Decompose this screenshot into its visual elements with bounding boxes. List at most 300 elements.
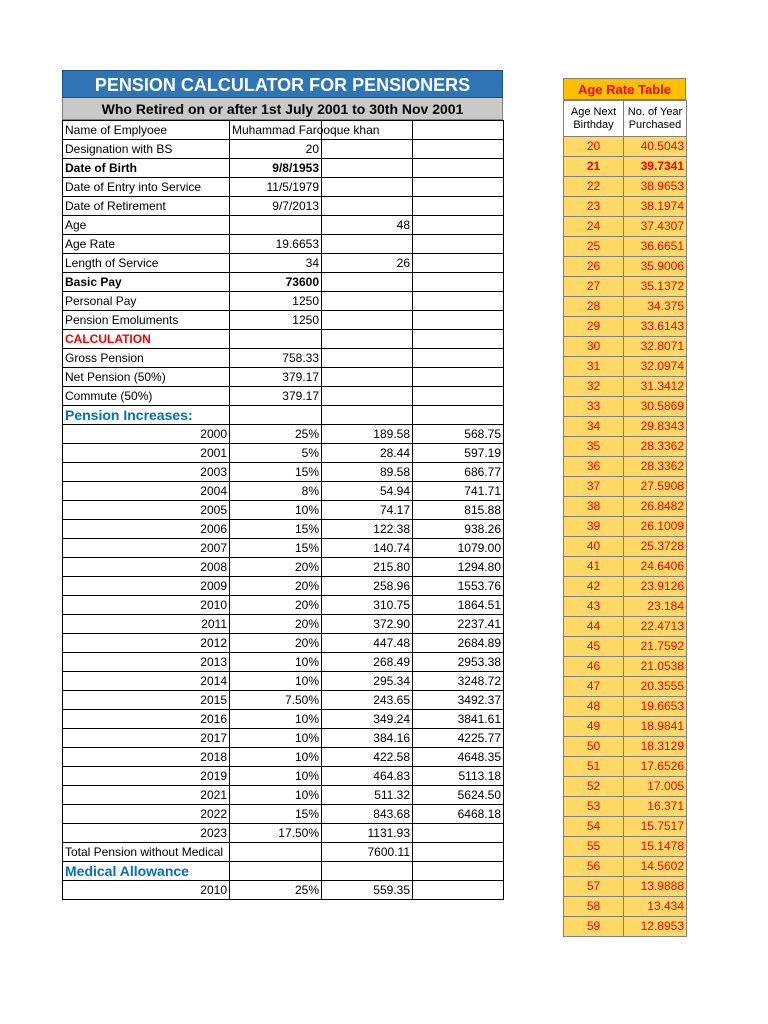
increase-percent[interactable]: 10% [230,786,322,805]
age-next-birthday[interactable]: 49 [564,717,624,737]
increase-year[interactable]: 2013 [63,653,230,672]
field-label[interactable]: Length of Service [63,254,230,273]
increase-total[interactable]: 568.75 [413,425,504,444]
age-rate-row [564,397,687,417]
increase-percent[interactable]: 10% [230,748,322,767]
info-row [63,273,504,292]
medical-percent[interactable]: 25% [230,881,322,900]
age-next-birthday[interactable]: 25 [564,237,624,257]
increase-percent[interactable]: 10% [230,767,322,786]
age-rate-row [564,337,687,357]
increase-amount[interactable]: 268.49 [322,653,413,672]
increase-amount[interactable]: 310.75 [322,596,413,615]
age-next-birthday[interactable]: 28 [564,297,624,317]
increase-total[interactable]: 2237.41 [413,615,504,634]
increase-row [63,444,504,463]
age-next-birthday[interactable]: 27 [564,277,624,297]
info-row [63,292,504,311]
increase-amount[interactable]: 189.58 [322,425,413,444]
increase-percent[interactable]: 10% [230,653,322,672]
age-next-birthday[interactable]: 35 [564,437,624,457]
increase-amount[interactable]: 295.34 [322,672,413,691]
years-purchased[interactable]: 31.3412 [624,377,687,397]
info-row [63,254,504,273]
increase-year[interactable]: 2003 [63,463,230,482]
increase-row [63,767,504,786]
empty-cell[interactable] [413,235,504,254]
field-value[interactable]: 9/7/2013 [230,197,322,216]
empty-cell[interactable] [230,862,322,881]
increase-total[interactable]: 3841.61 [413,710,504,729]
age-next-birthday[interactable]: 48 [564,697,624,717]
info-row [63,159,504,178]
increase-year[interactable]: 2019 [63,767,230,786]
age-rate-row [564,477,687,497]
increase-year[interactable]: 2011 [63,615,230,634]
empty-cell[interactable] [413,292,504,311]
age-next-birthday[interactable]: 41 [564,557,624,577]
increase-amount[interactable]: 447.48 [322,634,413,653]
field-label[interactable]: Basic Pay [63,273,230,292]
increase-year[interactable]: 2005 [63,501,230,520]
field-label[interactable]: Date of Retirement [63,197,230,216]
years-purchased[interactable]: 40.5043 [624,137,687,157]
empty-cell[interactable] [230,406,322,425]
increase-year[interactable]: 2018 [63,748,230,767]
field-extra[interactable] [322,178,413,197]
increase-amount[interactable]: 464.83 [322,767,413,786]
age-next-birthday[interactable]: 43 [564,597,624,617]
increase-percent[interactable]: 20% [230,558,322,577]
increase-percent[interactable]: 15% [230,463,322,482]
increase-amount[interactable]: 74.17 [322,501,413,520]
increase-year[interactable]: 2010 [63,596,230,615]
increase-percent[interactable]: 17.50% [230,824,322,843]
empty-cell[interactable] [322,368,413,387]
empty-cell[interactable] [413,368,504,387]
years-purchased[interactable]: 16.371 [624,797,687,817]
info-table [62,120,504,900]
years-purchased[interactable]: 33.6143 [624,317,687,337]
age-rate-row [564,757,687,777]
age-rate-row [564,157,687,177]
increase-amount[interactable]: 384.16 [322,729,413,748]
field-extra[interactable] [322,273,413,292]
increase-row [63,634,504,653]
field-value[interactable]: 73600 [230,273,322,292]
increase-year[interactable]: 2017 [63,729,230,748]
age-next-birthday[interactable]: 39 [564,517,624,537]
increase-total[interactable]: 3248.72 [413,672,504,691]
empty-cell[interactable] [413,330,504,349]
age-next-birthday[interactable]: 38 [564,497,624,517]
years-purchased[interactable]: 17.005 [624,777,687,797]
years-purchased[interactable]: 15.7517 [624,817,687,837]
age-next-birthday[interactable]: 54 [564,817,624,837]
empty-cell[interactable] [413,197,504,216]
increase-total[interactable]: 1864.51 [413,596,504,615]
years-purchased[interactable]: 35.9006 [624,257,687,277]
field-label[interactable]: Personal Pay [63,292,230,311]
increase-total[interactable]: 2953.38 [413,653,504,672]
empty-cell[interactable] [230,843,322,862]
empty-cell[interactable] [413,843,504,862]
increase-amount[interactable]: 54.94 [322,482,413,501]
field-value[interactable]: 20 [230,140,322,159]
increase-amount[interactable]: 258.96 [322,577,413,596]
increase-percent[interactable]: 20% [230,577,322,596]
years-col-header: No. of Year Purchased [624,101,687,137]
calc-row [63,368,504,387]
increase-total[interactable]: 1079.00 [413,539,504,558]
increase-row [63,786,504,805]
empty-cell[interactable] [413,121,504,140]
empty-cell[interactable] [322,330,413,349]
medical-header-row [63,862,504,881]
increase-row [63,729,504,748]
age-next-birthday[interactable]: 20 [564,137,624,157]
age-rate-row [564,297,687,317]
increase-amount[interactable]: 349.24 [322,710,413,729]
increase-percent[interactable]: 20% [230,634,322,653]
info-row [63,311,504,330]
increase-year[interactable]: 2022 [63,805,230,824]
field-label[interactable]: Date of Birth [63,159,230,178]
increase-percent[interactable]: 25% [230,425,322,444]
age-next-birthday[interactable]: 33 [564,397,624,417]
field-extra[interactable]: 48 [322,216,413,235]
age-next-birthday[interactable]: 45 [564,637,624,657]
calc-label[interactable]: Gross Pension [63,349,230,368]
increase-amount[interactable]: 1131.93 [322,824,413,843]
increase-total[interactable]: 938.26 [413,520,504,539]
medical-row [63,881,504,900]
years-purchased[interactable]: 18.9841 [624,717,687,737]
increase-total[interactable] [413,824,504,843]
age-next-birthday[interactable]: 36 [564,457,624,477]
calculation-label[interactable]: CALCULATION [63,330,230,349]
years-purchased[interactable]: 23.184 [624,597,687,617]
calculation-row [63,330,504,349]
age-next-birthday[interactable]: 46 [564,657,624,677]
field-value[interactable] [230,216,322,235]
age-rate-row [564,857,687,877]
age-next-birthday[interactable]: 56 [564,857,624,877]
field-label[interactable]: Date of Entry into Service [63,178,230,197]
increase-percent[interactable]: 10% [230,710,322,729]
increase-year[interactable]: 2016 [63,710,230,729]
years-purchased[interactable]: 32.0974 [624,357,687,377]
field-label[interactable]: Designation with BS [63,140,230,159]
empty-cell[interactable] [413,254,504,273]
increase-total[interactable]: 6468.18 [413,805,504,824]
increase-year[interactable]: 2012 [63,634,230,653]
years-purchased[interactable]: 38.9653 [624,177,687,197]
field-extra[interactable] [322,159,413,178]
empty-cell[interactable] [322,406,413,425]
age-rate-row [564,237,687,257]
increase-total[interactable]: 5624.50 [413,786,504,805]
empty-cell[interactable] [413,273,504,292]
increase-year[interactable]: 2009 [63,577,230,596]
increase-year[interactable]: 2006 [63,520,230,539]
years-purchased[interactable]: 21.0538 [624,657,687,677]
increase-row [63,558,504,577]
field-value[interactable]: 11/5/1979 [230,178,322,197]
pension-increases-label[interactable]: Pension Increases: [63,406,230,425]
field-extra[interactable] [322,292,413,311]
years-purchased[interactable]: 26.8482 [624,497,687,517]
age-next-birthday[interactable]: 34 [564,417,624,437]
increase-row [63,710,504,729]
age-rate-row [564,597,687,617]
empty-cell[interactable] [413,216,504,235]
increase-amount[interactable]: 215.80 [322,558,413,577]
field-value[interactable]: 1250 [230,311,322,330]
field-extra[interactable] [322,140,413,159]
age-next-birthday[interactable]: 47 [564,677,624,697]
info-row [63,197,504,216]
increase-percent[interactable]: 10% [230,501,322,520]
increase-total[interactable]: 815.88 [413,501,504,520]
field-label[interactable]: Age [63,216,230,235]
age-next-birthday[interactable]: 21 [564,157,624,177]
age-rate-row [564,437,687,457]
age-next-birthday[interactable]: 26 [564,257,624,277]
empty-cell[interactable] [413,881,504,900]
calc-label[interactable]: Net Pension (50%) [63,368,230,387]
age-next-birthday[interactable]: 40 [564,537,624,557]
increase-percent[interactable]: 10% [230,729,322,748]
increase-percent[interactable]: 8% [230,482,322,501]
increase-percent[interactable]: 20% [230,596,322,615]
empty-cell[interactable] [322,862,413,881]
age-rate-row [564,697,687,717]
years-purchased[interactable]: 28.3362 [624,437,687,457]
medical-year[interactable]: 2010 [63,881,230,900]
years-purchased[interactable]: 29.8343 [624,417,687,437]
increase-year[interactable]: 2000 [63,425,230,444]
increase-total[interactable]: 4648.35 [413,748,504,767]
empty-cell[interactable] [413,406,504,425]
increase-amount[interactable]: 243.65 [322,691,413,710]
field-extra[interactable]: 26 [322,254,413,273]
age-rate-row [564,717,687,737]
years-purchased[interactable]: 26.1009 [624,517,687,537]
years-purchased[interactable]: 24.6406 [624,557,687,577]
age-rate-row [564,917,687,937]
increase-amount[interactable]: 140.74 [322,539,413,558]
field-label[interactable]: Pension Emoluments [63,311,230,330]
years-purchased[interactable]: 13.9888 [624,877,687,897]
empty-cell[interactable] [413,862,504,881]
increase-row [63,824,504,843]
years-purchased[interactable]: 30.5869 [624,397,687,417]
age-next-birthday[interactable]: 24 [564,217,624,237]
increase-percent[interactable]: 10% [230,672,322,691]
age-next-birthday[interactable]: 52 [564,777,624,797]
increase-year[interactable]: 2015 [63,691,230,710]
info-row [63,140,504,159]
years-purchased[interactable]: 15.1478 [624,837,687,857]
years-purchased[interactable]: 36.6651 [624,237,687,257]
increase-percent[interactable]: 7.50% [230,691,322,710]
years-purchased[interactable]: 14.5602 [624,857,687,877]
empty-cell[interactable] [413,387,504,406]
empty-cell[interactable] [322,387,413,406]
age-next-birthday[interactable]: 50 [564,737,624,757]
calc-value[interactable]: 379.17 [230,368,322,387]
age-rate-row [564,357,687,377]
age-next-birthday[interactable]: 44 [564,617,624,637]
increase-row [63,520,504,539]
total-label[interactable]: Total Pension without Medical [63,843,230,862]
empty-cell[interactable] [230,330,322,349]
increase-total[interactable]: 741.71 [413,482,504,501]
increase-row [63,501,504,520]
calc-label[interactable]: Commute (50%) [63,387,230,406]
increase-total[interactable]: 1294.80 [413,558,504,577]
increase-row [63,539,504,558]
age-next-birthday[interactable]: 57 [564,877,624,897]
increase-year[interactable]: 2001 [63,444,230,463]
years-purchased[interactable]: 34.375 [624,297,687,317]
age-rate-row [564,677,687,697]
increase-amount[interactable]: 89.58 [322,463,413,482]
increase-amount[interactable]: 422.58 [322,748,413,767]
increase-amount[interactable]: 843.68 [322,805,413,824]
years-purchased[interactable]: 17.6526 [624,757,687,777]
field-label[interactable]: Age Rate [63,235,230,254]
years-purchased[interactable]: 25.3728 [624,537,687,557]
years-purchased[interactable]: 28.3362 [624,457,687,477]
age-rate-row [564,777,687,797]
age-next-birthday[interactable]: 59 [564,917,624,937]
info-row [63,235,504,254]
calc-value[interactable]: 379.17 [230,387,322,406]
years-purchased[interactable]: 32.8071 [624,337,687,357]
increase-year[interactable]: 2023 [63,824,230,843]
increase-year[interactable]: 2007 [63,539,230,558]
field-value[interactable]: 1250 [230,292,322,311]
years-purchased[interactable]: 18.3129 [624,737,687,757]
age-next-birthday[interactable]: 58 [564,897,624,917]
increase-percent[interactable]: 20% [230,615,322,634]
field-value[interactable]: Muhammad Farooque khan [230,121,322,140]
increase-percent[interactable]: 15% [230,805,322,824]
age-next-birthday[interactable]: 53 [564,797,624,817]
increase-amount[interactable]: 122.38 [322,520,413,539]
info-row [63,216,504,235]
page-subtitle: Who Retired on or after 1st July 2001 to 30th Nov 2001 [62,98,503,120]
empty-cell[interactable] [413,349,504,368]
age-rate-row [564,637,687,657]
age-rate-row [564,317,687,337]
medical-allowance-label[interactable]: Medical Allowance [63,862,230,881]
increase-row [63,596,504,615]
age-next-birthday[interactable]: 22 [564,177,624,197]
field-value[interactable]: 34 [230,254,322,273]
age-next-birthday[interactable]: 29 [564,317,624,337]
years-purchased[interactable]: 20.3555 [624,677,687,697]
increase-row [63,577,504,596]
increase-amount[interactable]: 28.44 [322,444,413,463]
years-purchased[interactable]: 39.7341 [624,157,687,177]
increase-total[interactable]: 3492.37 [413,691,504,710]
age-rate-row [564,737,687,757]
total-value[interactable]: 7600.11 [322,843,413,862]
empty-cell[interactable] [413,311,504,330]
increase-total[interactable]: 1553.76 [413,577,504,596]
field-value[interactable]: 9/8/1953 [230,159,322,178]
age-rate-row [564,877,687,897]
increase-row [63,691,504,710]
years-purchased[interactable]: 38.1974 [624,197,687,217]
field-value[interactable]: 19.6653 [230,235,322,254]
increase-percent[interactable]: 15% [230,520,322,539]
field-extra[interactable] [322,235,413,254]
years-purchased[interactable]: 13.434 [624,897,687,917]
age-rate-row [564,617,687,637]
increase-year[interactable]: 2008 [63,558,230,577]
years-purchased[interactable]: 22.4713 [624,617,687,637]
age-next-birthday[interactable]: 31 [564,357,624,377]
empty-cell[interactable] [413,159,504,178]
increase-total[interactable]: 597.19 [413,444,504,463]
calc-value[interactable]: 758.33 [230,349,322,368]
years-purchased[interactable]: 37.4307 [624,217,687,237]
calc-row [63,387,504,406]
age-next-birthday[interactable]: 37 [564,477,624,497]
years-purchased[interactable]: 35.1372 [624,277,687,297]
age-next-birthday[interactable]: 55 [564,837,624,857]
increase-year[interactable]: 2004 [63,482,230,501]
years-purchased[interactable]: 23.9126 [624,577,687,597]
increase-year[interactable]: 2014 [63,672,230,691]
age-table-title: Age Rate Table [563,78,686,100]
field-label[interactable]: Name of Emplyoee [63,121,230,140]
info-row [63,121,504,140]
field-extra[interactable] [322,311,413,330]
empty-cell[interactable] [322,349,413,368]
age-next-birthday[interactable]: 30 [564,337,624,357]
years-purchased[interactable]: 27.5908 [624,477,687,497]
years-purchased[interactable]: 19.6653 [624,697,687,717]
increase-amount[interactable]: 511.32 [322,786,413,805]
field-extra[interactable] [322,197,413,216]
medical-amount[interactable]: 559.35 [322,881,413,900]
increase-percent[interactable]: 15% [230,539,322,558]
empty-cell[interactable] [413,178,504,197]
empty-cell[interactable] [413,140,504,159]
increase-total[interactable]: 2684.89 [413,634,504,653]
years-purchased[interactable]: 12.8953 [624,917,687,937]
increase-row [63,615,504,634]
increase-total[interactable]: 686.77 [413,463,504,482]
age-next-birthday[interactable]: 51 [564,757,624,777]
increase-year[interactable]: 2021 [63,786,230,805]
age-next-birthday[interactable]: 42 [564,577,624,597]
increase-total[interactable]: 4225.77 [413,729,504,748]
calc-row [63,349,504,368]
age-next-birthday[interactable]: 32 [564,377,624,397]
age-next-birthday[interactable]: 23 [564,197,624,217]
increase-total[interactable]: 5113.18 [413,767,504,786]
increase-row [63,482,504,501]
increase-percent[interactable]: 5% [230,444,322,463]
increase-amount[interactable]: 372.90 [322,615,413,634]
years-purchased[interactable]: 21.7592 [624,637,687,657]
